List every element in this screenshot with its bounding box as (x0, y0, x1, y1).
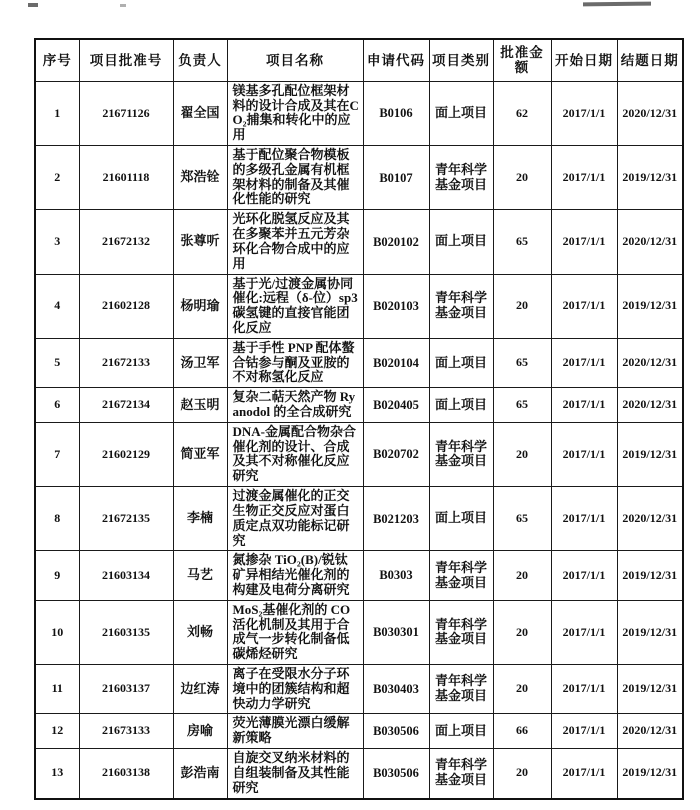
category-cell: 青年科学基金项目 (429, 665, 493, 714)
seq-cell: 2 (35, 146, 79, 210)
end_date-cell: 2019/12/31 (617, 274, 683, 338)
seq-cell: 9 (35, 551, 79, 600)
seq-cell: 10 (35, 600, 79, 664)
pi-cell: 边红涛 (173, 665, 227, 714)
column-header-pi: 负责人 (173, 39, 227, 81)
end_date-cell: 2020/12/31 (617, 210, 683, 274)
code-cell: B020102 (363, 210, 429, 274)
table-row (35, 274, 683, 338)
start_date-cell: 2017/1/1 (551, 551, 617, 600)
table-row (35, 210, 683, 274)
end_date-cell: 2020/12/31 (617, 487, 683, 551)
category-cell: 面上项目 (429, 714, 493, 749)
pi-cell: 汤卫军 (173, 338, 227, 387)
approval_no-cell: 21672133 (79, 338, 173, 387)
code-cell: B030506 (363, 714, 429, 749)
amount-cell: 65 (493, 338, 551, 387)
amount-cell: 20 (493, 422, 551, 486)
scan-artifact (28, 3, 38, 7)
category-cell: 青年科学基金项目 (429, 146, 493, 210)
code-cell: B0303 (363, 551, 429, 600)
amount-cell: 66 (493, 714, 551, 749)
approval_no-cell: 21602128 (79, 274, 173, 338)
column-header-code: 申请代码 (363, 39, 429, 81)
column-header-category: 项目类别 (429, 39, 493, 81)
amount-cell: 20 (493, 749, 551, 799)
code-cell: B030301 (363, 600, 429, 664)
column-header-amount: 批准金额 (493, 39, 551, 81)
code-cell: B020103 (363, 274, 429, 338)
title-cell: 自旋交叉纳米材料的自组装制备及其性能研究 (227, 749, 363, 799)
column-header-approval_no: 项目批准号 (79, 39, 173, 81)
pi-cell: 李楠 (173, 487, 227, 551)
approval_no-cell: 21602129 (79, 422, 173, 486)
title-cell: 复杂二萜天然产物 Ryanodol 的全合成研究 (227, 388, 363, 423)
approval_no-cell: 21603135 (79, 600, 173, 664)
column-header-start_date: 开始日期 (551, 39, 617, 81)
category-cell: 面上项目 (429, 338, 493, 387)
approval_no-cell: 21672134 (79, 388, 173, 423)
start_date-cell: 2017/1/1 (551, 81, 617, 145)
amount-cell: 20 (493, 600, 551, 664)
column-header-title: 项目名称 (227, 39, 363, 81)
table-row (35, 81, 683, 145)
end_date-cell: 2019/12/31 (617, 422, 683, 486)
category-cell: 面上项目 (429, 81, 493, 145)
start_date-cell: 2017/1/1 (551, 338, 617, 387)
amount-cell: 20 (493, 551, 551, 600)
table-row (35, 714, 683, 749)
scan-artifact (583, 2, 651, 7)
pi-cell: 翟全国 (173, 81, 227, 145)
table-row (35, 551, 683, 600)
pi-cell: 杨明瑜 (173, 274, 227, 338)
seq-cell: 7 (35, 422, 79, 486)
seq-cell: 11 (35, 665, 79, 714)
seq-cell: 6 (35, 388, 79, 423)
category-cell: 青年科学基金项目 (429, 274, 493, 338)
code-cell: B0107 (363, 146, 429, 210)
title-cell: 基于光/过渡金属协同催化:远程（δ-位）sp3碳氢键的直接官能团化反应 (227, 274, 363, 338)
end_date-cell: 2019/12/31 (617, 600, 683, 664)
approval_no-cell: 21672135 (79, 487, 173, 551)
grant-projects-table (34, 38, 684, 800)
approval_no-cell: 21603138 (79, 749, 173, 799)
amount-cell: 65 (493, 487, 551, 551)
title-cell: MoS₂基催化剂的 CO 活化机制及其用于合成气一步转化制备低碳烯烃研究 (227, 600, 363, 664)
code-cell: B021203 (363, 487, 429, 551)
approval_no-cell: 21671126 (79, 81, 173, 145)
amount-cell: 20 (493, 146, 551, 210)
scan-artifact (120, 4, 126, 7)
start_date-cell: 2017/1/1 (551, 600, 617, 664)
category-cell: 面上项目 (429, 388, 493, 423)
pi-cell: 郑浩铨 (173, 146, 227, 210)
pi-cell: 赵玉明 (173, 388, 227, 423)
table-row (35, 665, 683, 714)
start_date-cell: 2017/1/1 (551, 487, 617, 551)
start_date-cell: 2017/1/1 (551, 274, 617, 338)
approval_no-cell: 21603134 (79, 551, 173, 600)
code-cell: B0106 (363, 81, 429, 145)
seq-cell: 12 (35, 714, 79, 749)
category-cell: 面上项目 (429, 210, 493, 274)
end_date-cell: 2019/12/31 (617, 665, 683, 714)
end_date-cell: 2020/12/31 (617, 714, 683, 749)
seq-cell: 4 (35, 274, 79, 338)
title-cell: 过渡金属催化的正交生物正交反应对蛋白质定点双功能标记研究 (227, 487, 363, 551)
category-cell: 青年科学基金项目 (429, 749, 493, 799)
seq-cell: 13 (35, 749, 79, 799)
end_date-cell: 2020/12/31 (617, 338, 683, 387)
seq-cell: 3 (35, 210, 79, 274)
amount-cell: 62 (493, 81, 551, 145)
table-row (35, 422, 683, 486)
amount-cell: 20 (493, 274, 551, 338)
category-cell: 青年科学基金项目 (429, 600, 493, 664)
header-row (35, 39, 683, 81)
column-header-seq: 序号 (35, 39, 79, 81)
category-cell: 面上项目 (429, 487, 493, 551)
seq-cell: 1 (35, 81, 79, 145)
end_date-cell: 2020/12/31 (617, 81, 683, 145)
code-cell: B030506 (363, 749, 429, 799)
pi-cell: 简亚军 (173, 422, 227, 486)
end_date-cell: 2019/12/31 (617, 749, 683, 799)
start_date-cell: 2017/1/1 (551, 714, 617, 749)
code-cell: B020405 (363, 388, 429, 423)
title-cell: 基于配位聚合物模板的多级孔金属有机框架材料的制备及其催化性能的研究 (227, 146, 363, 210)
end_date-cell: 2019/12/31 (617, 551, 683, 600)
table-row (35, 146, 683, 210)
pi-cell: 刘畅 (173, 600, 227, 664)
approval_no-cell: 21601118 (79, 146, 173, 210)
approval_no-cell: 21603137 (79, 665, 173, 714)
table-row (35, 600, 683, 664)
end_date-cell: 2019/12/31 (617, 146, 683, 210)
start_date-cell: 2017/1/1 (551, 665, 617, 714)
end_date-cell: 2020/12/31 (617, 388, 683, 423)
code-cell: B020702 (363, 422, 429, 486)
amount-cell: 65 (493, 388, 551, 423)
start_date-cell: 2017/1/1 (551, 146, 617, 210)
amount-cell: 65 (493, 210, 551, 274)
start_date-cell: 2017/1/1 (551, 388, 617, 423)
pi-cell: 彭浩南 (173, 749, 227, 799)
pi-cell: 张尊听 (173, 210, 227, 274)
table-row (35, 338, 683, 387)
approval_no-cell: 21672132 (79, 210, 173, 274)
start_date-cell: 2017/1/1 (551, 210, 617, 274)
start_date-cell: 2017/1/1 (551, 749, 617, 799)
seq-cell: 8 (35, 487, 79, 551)
table-row (35, 487, 683, 551)
title-cell: 氮掺杂 TiO₂(B)/锐钛矿异相结光催化剂的构建及电荷分离研究 (227, 551, 363, 600)
category-cell: 青年科学基金项目 (429, 551, 493, 600)
start_date-cell: 2017/1/1 (551, 422, 617, 486)
title-cell: 离子在受限水分子环境中的团簇结构和超快动力学研究 (227, 665, 363, 714)
title-cell: 光环化脱氢反应及其在多聚苯并五元芳杂环化合物合成中的应用 (227, 210, 363, 274)
seq-cell: 5 (35, 338, 79, 387)
column-header-end_date: 结题日期 (617, 39, 683, 81)
code-cell: B030403 (363, 665, 429, 714)
title-cell: 基于手性 PNP 配体螯合钴参与酮及亚胺的不对称氢化反应 (227, 338, 363, 387)
pi-cell: 房喻 (173, 714, 227, 749)
category-cell: 青年科学基金项目 (429, 422, 493, 486)
pi-cell: 马艺 (173, 551, 227, 600)
title-cell: 镁基多孔配位框架材料的设计合成及其在CO₂捕集和转化中的应用 (227, 81, 363, 145)
title-cell: DNA-金属配合物杂合催化剂的设计、合成及其不对称催化反应研究 (227, 422, 363, 486)
amount-cell: 20 (493, 665, 551, 714)
table-row (35, 749, 683, 799)
title-cell: 荧光薄膜光漂白缓解新策略 (227, 714, 363, 749)
table-row (35, 388, 683, 423)
approval_no-cell: 21673133 (79, 714, 173, 749)
code-cell: B020104 (363, 338, 429, 387)
